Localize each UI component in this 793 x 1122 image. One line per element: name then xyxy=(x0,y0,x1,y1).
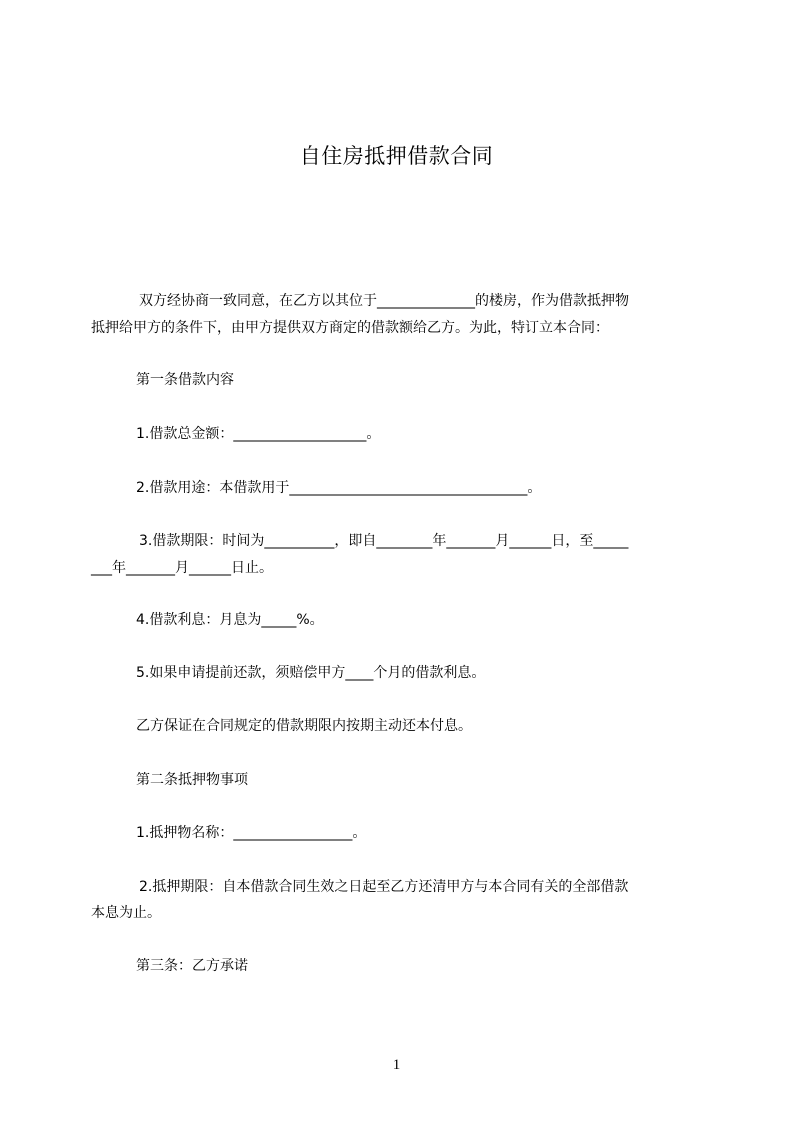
article-1-item-2: 2.借款用途：本借款用于__________________________________。 xyxy=(136,480,542,496)
article-2-item-2-line-1: 2.抵押期限：自本借款合同生效之日起至乙方还清甲方与本合同有关的全部借款 xyxy=(139,879,629,895)
article-1-item-1: 1.借款总金额：___________________。 xyxy=(136,426,381,442)
article-1-item-5: 5.如果申请提前还款，须赔偿甲方____个月的借款利息。 xyxy=(136,665,486,681)
intro-line-1: 双方经协商一致同意，在乙方以其位于______________的楼房，作为借款抵押物 xyxy=(139,293,629,309)
article-2-item-2-line-2: 本息为止。 xyxy=(91,905,161,921)
article-1-item-3-line-2: ___年_______月______日止。 xyxy=(91,560,273,576)
article-1-heading: 第一条借款内容 xyxy=(136,372,234,388)
article-3-heading: 第三条：乙方承诺 xyxy=(136,958,248,974)
article-1-guarantee: 乙方保证在合同规定的借款期限内按期主动还本付息。 xyxy=(136,718,472,734)
intro-line-2: 抵押给甲方的条件下，由甲方提供双方商定的借款额给乙方。为此，特订立本合同： xyxy=(91,320,609,336)
article-1-item-4: 4.借款利息：月息为_____%。 xyxy=(136,612,324,628)
document-title: 自住房抵押借款合同 xyxy=(299,144,494,168)
page-number: 1 xyxy=(392,1057,401,1073)
article-2-item-1: 1.抵押物名称：_________________。 xyxy=(136,825,367,841)
article-1-item-3-line-1: 3.借款期限：时间为__________，即自________年_______月______日，至_____ xyxy=(139,533,629,549)
article-2-heading: 第二条抵押物事项 xyxy=(136,772,248,788)
